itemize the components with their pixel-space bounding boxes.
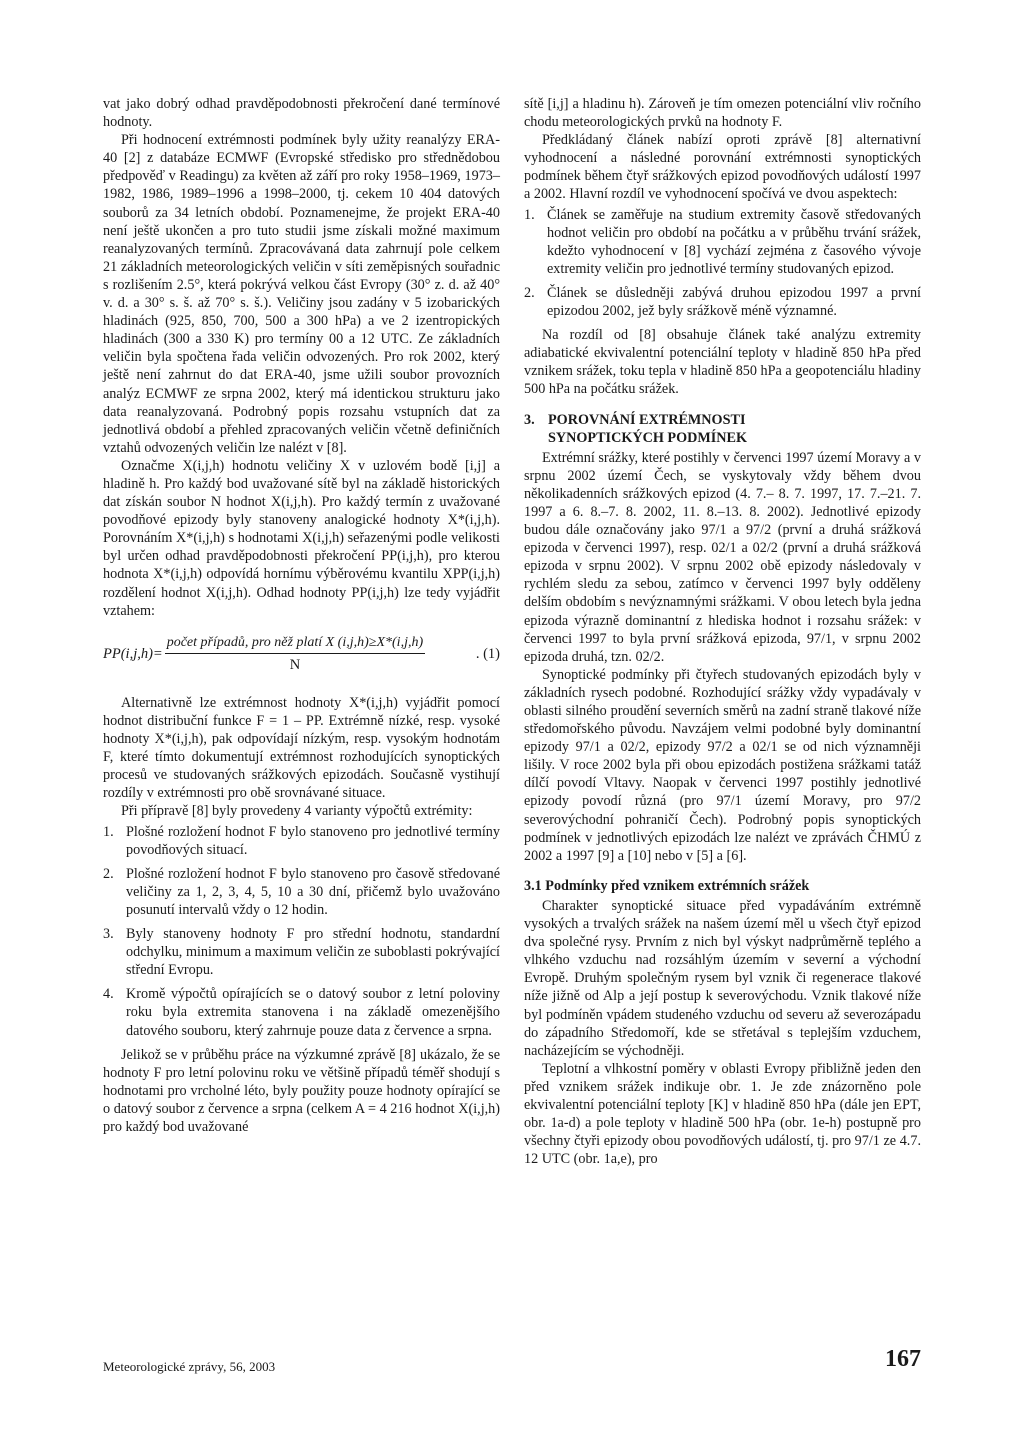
section-number: 3.	[524, 411, 535, 428]
aspect-list	[524, 206, 921, 321]
right-column	[524, 95, 921, 1168]
section-title: POROVNÁNÍ EXTRÉMNOSTI SYNOPTICKÝCH PODMÍNEK	[548, 411, 748, 446]
paragraph: Označme X(i,j,h) hodnotu veličiny X v uzlovém bodě [i,j] a hladině h. Pro každý bod uvažované sítě byl na základě historických dat získán soubor N hodnot X(i,j,h). Pro každý termín z uvažované povodňové epizody byly stanoveny analogické hodnoty X*(i,j,h). Porovnáním X*(i,j,h) s hodnotami X(i,j,h) seřazenými podle velikosti byl určen odhad pravděpodobnosti překročení PP(i,j,h), pro kterou hodnota X*(i,j,h) odpovídá hornímu výběrovému kvantilu XPP(i,j,h) rozdělení hodnot X(i,j,h). Odhad hodnoty PP(i,j,h) lze tedy vyjádřit vztahem:	[103, 457, 500, 619]
journal-footer: Meteorologické zprávy, 56, 2003	[103, 1359, 276, 1374]
paragraph: Synoptické podmínky při čtyřech studovaných epizodách byly v základních rysech podobné. Rozhodující srážky vždy vypadávaly v oblasti silného proudění severních směrů na zadní straně tlakové níže středomořského původu. Navzájem velmi podobné byly dominantní epizody 97/1 a 02/2, epizody 97/2 a 02/1 se od nich významněji lišily. V roce 2002 byla při obou epizodách postižena srážkami tatáž dílčí povodí Vltavy. Naopak v červenci 1997 postihly jednotlivé epizody povodí různá (pro 97/1 území Moravy, pro 97/2 severovýchodní pohraničí Čech). Podrobný popis synoptických podmínek v jednotlivých epizodách lze nalézt ve zprávách ČHMÚ z 2002 a 1997 [9] a [10] nebo v [5] a [6].	[524, 666, 921, 864]
equation-1	[103, 634, 500, 674]
paragraph: Extrémní srážky, které postihly v červenci 1997 území Moravy a v srpnu 2002 území Čech, se vyskytovaly vždy během dvou několikadenních srážkových epizod (4. 7.– 8. 7. 1997, 17. 7.–21. 7. 1997 a 6. 8.–7. 8. 2002, 11. 8.–13. 8. 2002). Jednotlivé epizody budou dále označovány jako 97/1 a 97/2 (první a druhá srážková epizoda v červenci 1997), resp. 02/1 a 02/2 (první a druhá srážková epizoda v srpnu 2002). V srpnu 2002 obě epizody následovaly v rychlém sledu za sebou, zatímco v červenci 1997 byly odděleny delším obdobím s nevýznamnými srážkami. V obou letech byla jedna epizoda výrazně dominantní z hlediska hodnot i rozsahu srážek: v červenci 1997 to byla první srážková epizoda, 97/1, v srpnu 2002 epizoda druhá, tzn. 02/2.	[524, 449, 921, 665]
equation-numerator: počet případů, pro něž platí X (i,j,h)≥X*(i,j,h)	[165, 634, 425, 654]
paragraph: sítě [i,j] a hladinu h). Zároveň je tím omezen potenciální vliv ročního chodu meteorologických prvků na hodnoty F.	[524, 96, 921, 131]
equation-lhs: PP(i,j,h)=	[103, 645, 163, 662]
list-item: 2. Plošné rozložení hodnot F bylo stanoveno pro časově středované veličiny za 1, 2, 3, 4, 5, 10 a 30 dní, přičemž bylo uvažováno posunutí intervalů vždy o 12 hodin.	[103, 865, 500, 918]
list-item: 1. Plošné rozložení hodnot F bylo stanoveno pro jednotlivé termíny povodňových situací.	[103, 823, 500, 858]
variant-list	[103, 823, 500, 1040]
paragraph: Alternativně lze extrémnost hodnoty X*(i,j,h) vyjádřit pomocí hodnot distribuční funkce F = 1 – PP. Extrémně nízké, resp. vysoké hodnoty X*(i,j,h), pak odpovídají nízkým, resp. vysokým hodnotám F, které tímto dokumentují extrémnost rozhodujících synoptických procesů ve studovaných srážkových epizodách. Současně vystihují rozdíly v extrémnosti pro obě srovnávané situace.	[103, 694, 500, 802]
list-item: 3. Byly stanoveny hodnoty F pro střední hodnotu, standardní odchylku, minimum a maximum veličin ze suboblasti pokrývající střední Evropu.	[103, 926, 500, 979]
paragraph: Teplotní a vlhkostní poměry v oblasti Evropy přibližně jeden den před vznikem srážek indikuje obr. 1. Je zde znázorněno pole ekvivalentní potenciální teploty [K] v hladině 850 hPa (dále jen EPT, obr. 1a-d) a pole teploty v hladině 500 hPa (obr. 1e-h) postupně pro všechny čtyři epizody obou povodňových událostí, tj. pro 97/1 ze 4.7. 12 UTC (obr. 1a,e), pro	[524, 1060, 921, 1168]
paragraph: Při přípravě [8] byly provedeny 4 varianty výpočtů extrémity:	[121, 803, 473, 820]
list-item: 4. Kromě výpočtů opírajících se o datový soubor z letní poloviny roku byla extremita stanovena i na základě omezenějšího datového souboru, který zahrnuje pouze data z července a srpna.	[103, 986, 500, 1039]
equation-fraction	[165, 634, 425, 674]
list-item: 2. Článek se důsledněji zabývá druhou epizodou 1997 a první epizodou 2002, jež byly srážkově méně významné.	[524, 284, 921, 320]
equation-denominator: N	[289, 656, 301, 673]
paragraph: Předkládaný článek nabízí oproti zprávě [8] alternativní vyhodnocení a následné porovnání extrémnosti synoptických podmínek během čtyř srážkových epizod povodňových událostí 1997 a 2002. Hlavní rozdíl ve vyhodnocení spočívá ve dvou aspektech:	[524, 132, 921, 203]
list-item: 1. Článek se zaměřuje na studium extremity časově středovaných hodnot veličin pro období na počátku a v průběhu trvání srážek, kdežto vyhodnocení v [8] vychází zejména z časového vývoje extremity veličin pro jednotlivé termíny studovaných epizod.	[524, 206, 921, 277]
page-number: 167	[885, 1346, 921, 1372]
left-column	[103, 95, 500, 1136]
paragraph: Na rozdíl od [8] obsahuje článek také analýzu extremity adiabatické ekvivalentní potenciální teploty v hladině 850 hPa před vznikem srážek, toku tepla v hladině 850 hPa a geopotenciálu hladiny 500 hPa na počátku srážek.	[524, 327, 921, 398]
subsection-heading: 3.1 Podmínky před vznikem extrémních srážek	[524, 877, 810, 894]
equation-number: . (1)	[475, 645, 500, 662]
paragraph: Charakter synoptické situace před vypadáváním extrémně vysokých a trvalých srážek na našem území měl u všech čtyř epizod dva společné rysy. Prvním z nich byl výskyt nadprůměrně teplého a vlhkého vzduchu nad rozsáhlým územím v severní a východní Evropě. Druhým společným rysem byl vznik či regenerace tlakové níže jižně od Alp a její postup k severovýchodu. Vznik tlakové níže byl podmíněn vpádem studeného vzduchu od severu až severozápadu do západního Středomoří, kde se střetával s teplejším vzduchem, nacházejícím se východněji.	[524, 897, 921, 1059]
paragraph: Při hodnocení extrémnosti podmínek byly užity reanalýzy ERA-40 [2] z databáze ECMWF (Evropské středisko pro střednědobou předpověď v Readingu) za květen až září pro roky 1958–1969, 1973–1982, 1986, 1989–1996 a 1998–2000, tj. cekem 10 404 datových souborů za 34 letních období. Poznamenejme, že projekt ERA-40 není ještě ukončen a pro tuto studii jsme získali možné maximum reanalyzovaných termínů. Zpracovávaná data zahrnují pole celkem 21 základních meteorologických veličin v síti zeměpisných souřadnic s rozlišením 2.5°, která pokrývá velkou část Evropy (30° z. d. až 40° v. d. a 30° s. š. až 70° s. š.). Veličiny jsou zadány v 5 izobarických hladinách (925, 850, 700, 500 a 300 hPa) a ve 2 izentropických hladinách (300 a 330 K) pro termíny 00 a 12 UTC. Ze základních veličin byla spočtena řada veličin odvozených. Pro rok 2002, který ještě není zahrnut do dat ERA-40, jsme užili soubor provozních analýz ECMWF ze srpna 2002, který má identickou strukturu jako data reanalyzovaná. Podrobný popis rozsahu vstupních dat za jednotlivá období a přehled zpracovaných veličin včetně definičních vztahů odvozených veličin lze nalézt v [8].	[103, 132, 500, 456]
paragraph: vat jako dobrý odhad pravděpodobnosti překročení dané termínové hodnoty.	[103, 96, 500, 131]
paragraph: Jelikož se v průběhu práce na výzkumné zprávě [8] ukázalo, že se hodnoty F pro letní polovinu roku ve většině případů téměř shodují s hodnotami pro vrcholné léto, byly použity pouze hodnoty opírající se o datový soubor z července a srpna (celkem A = 4 216 hodnot X(i,j,h) pro každý bod uvažované	[103, 1046, 500, 1135]
section-heading	[524, 411, 921, 447]
